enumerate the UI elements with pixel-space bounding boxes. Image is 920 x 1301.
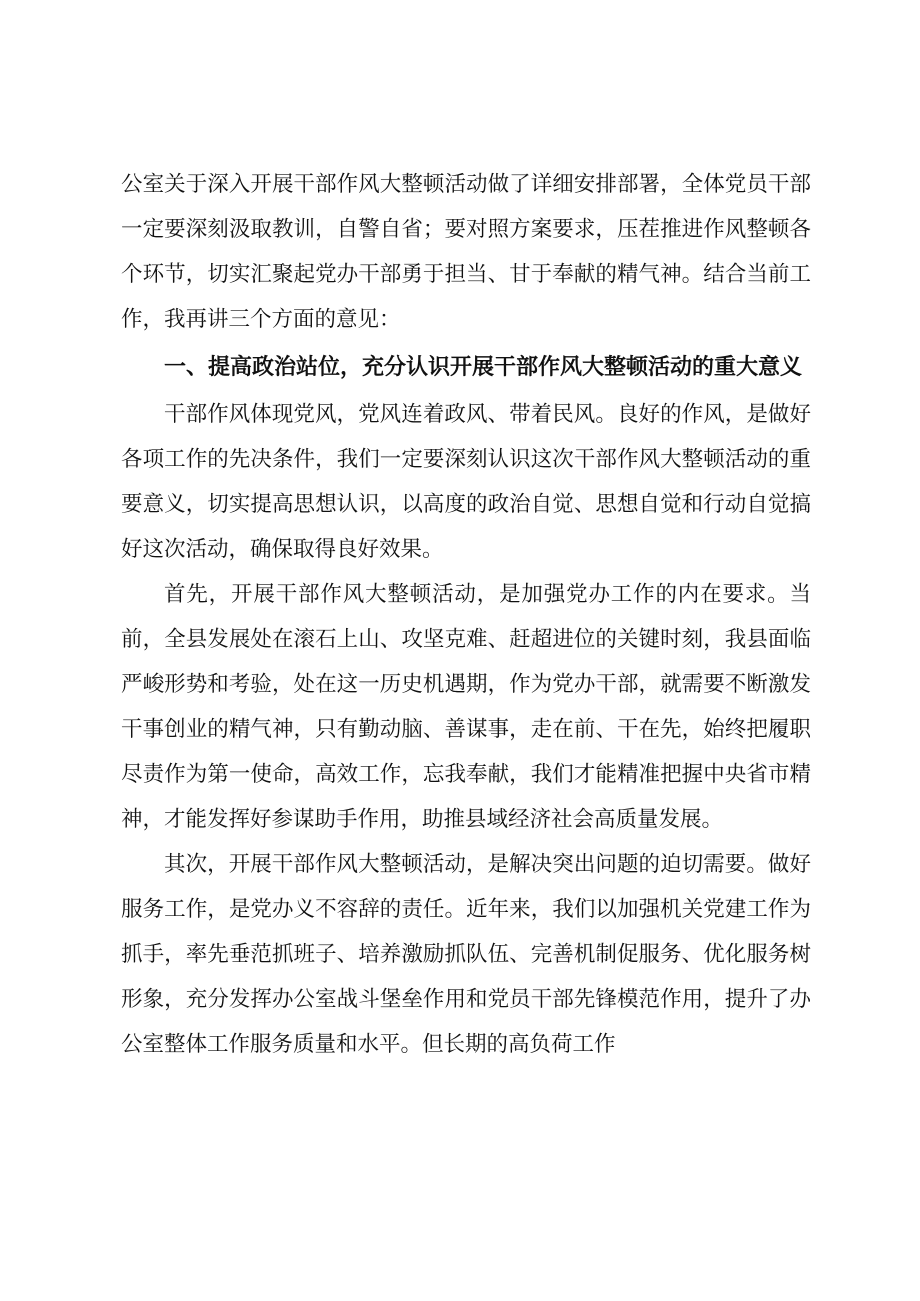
paragraph-continuation: 公室关于深入开展干部作风大整顿活动做了详细安排部署，全体党员干部一定要深刻汲取教训，自警自省；要对照方案要求，压茬推进作风整顿各个环节，切实汇聚起党办干部勇于担当、甘于奉献的精气神。结合当前工作，我再讲三个方面的意见： (121, 172, 811, 332)
paragraph-first: 首先，开展干部作风大整顿活动，是加强党办工作的内在要求。当前，全县发展处在滚石上山、攻坚克难、赶超进位的关键时刻，我县面临严峻形势和考验，处在这一历史机遇期，作为党办干部，就需要不断激发干事创业的精气神，只有勤动脑、善谋事，走在前、干在先，始终把履职尽责作为第一使命，高效工作，忘我奉献，我们才能精准把握中央省市精神，才能发挥好参谋助手作用，助推县域经济社会高质量发展。 (121, 582, 811, 832)
document-body (121, 162, 811, 1067)
paragraph-intro: 干部作风体现党风，党风连着政风、带着民风。良好的作风，是做好各项工作的先决条件，我们一定要深刻认识这次干部作风大整顿活动的重要意义，切实提高思想认识，以高度的政治自觉、思想自觉和行动自觉搞好这次活动，确保取得良好效果。 (121, 402, 811, 562)
section-heading: 一、提高政治站位，充分认识开展干部作风大整顿活动的重大意义 (164, 355, 803, 380)
paragraph-second: 其次，开展干部作风大整顿活动，是解决突出问题的迫切需要。做好服务工作，是党办义不容辞的责任。近年来，我们以加强机关党建工作为抓手，率先垂范抓班子、培养激励抓队伍、完善机制促服务、优化服务树形象，充分发挥办公室战斗堡垒作用和党员干部先锋模范作用，提升了办公室整体工作服务质量和水平。但长期的高负荷工作 (121, 852, 811, 1057)
